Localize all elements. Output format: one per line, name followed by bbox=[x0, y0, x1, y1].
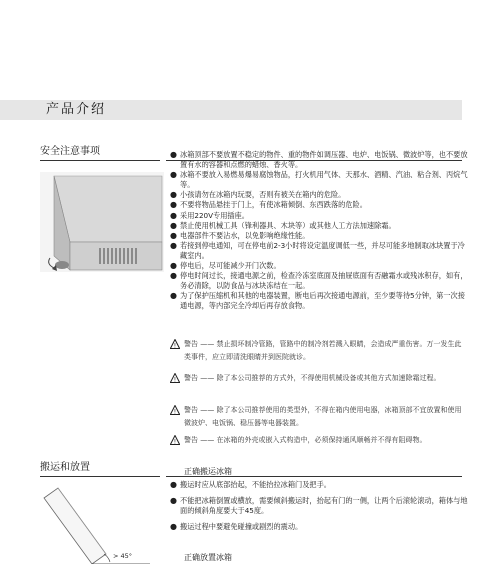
warning-triangle-icon bbox=[170, 339, 180, 349]
safety-bullet-list bbox=[170, 150, 470, 312]
list-item: ● 电器部件不要沾水，以免影响绝缘性能。 bbox=[170, 230, 310, 240]
list-item: ● 冰箱不要放入易燃易爆易腐蚀物品，打火机用气体、天那水、酒精、汽油、粘合剂、丙烷气等。 bbox=[170, 170, 468, 190]
warning-4: ! 警告 —— 在冰箱的外壳或嵌入式构造中，必须保持通风顺畅并不得有阻碍物。 bbox=[170, 434, 468, 447]
list-item: ● 搬运过程中要避免碰撞或剧烈的震动。 bbox=[170, 522, 303, 532]
svg-text:!: ! bbox=[173, 376, 177, 383]
transport-bullet-list bbox=[170, 480, 470, 532]
page-title: 产品介绍 bbox=[46, 102, 107, 117]
section-heading-safety: 安全注意事项 bbox=[40, 145, 160, 161]
section-heading-transport: 搬运和放置 bbox=[40, 461, 160, 477]
svg-text:!: ! bbox=[173, 342, 177, 349]
list-item: ● 采用220V专用插座。 bbox=[170, 210, 249, 220]
fridge-illustration bbox=[40, 172, 164, 272]
list-item: ● 停电后，尽可能减少开门次数。 bbox=[170, 261, 281, 271]
list-item: ● 小孩请勿在冰箱内玩耍，否则有被关在箱内的危险。 bbox=[170, 190, 346, 200]
angle-label: > 45° bbox=[113, 552, 133, 560]
list-item: ● 为了保护压缩机和其他的电器装置，断电后再次接通电源前，至少要等待5分钟，第一次接通电源，等内部完全冷却后再存放食物。 bbox=[170, 291, 465, 311]
svg-text:!: ! bbox=[173, 438, 177, 445]
list-item: ● 禁止使用机械工具（锋利器具、木块等）或其他人工方法加速除霜。 bbox=[170, 220, 396, 230]
list-item: ● 若接到停电通知，可在停电前2-3小时将设定温度调低一些，并尽可能多地制取冰块置于冷藏室内。 bbox=[170, 240, 465, 260]
list-item: ● 停电时间过长，接通电源之前，检查冷冻室底面及抽屉底面有否融霜水或残冰积存，如有，务必清除，以防食品与冰块冻结在一起。 bbox=[170, 271, 468, 291]
warning-1: ! 警告 —— 禁止损坏制冷管路，管路中的制冷剂若溅入眼睛，会造成严重伤害。万一发生此类事件，应立即清洗眼睛并到医院就诊。 bbox=[170, 338, 468, 364]
warning-3: ! 警告 —— 除了本公司推荐使用的类型外，不得在箱内使用电器，冰箱顶部不宜放置和使用微波炉、电饭锅、稳压器等电器装置。 bbox=[170, 404, 468, 430]
warning-triangle-icon bbox=[170, 405, 180, 415]
warning-2: ! 警告 —— 除了本公司推荐的方式外，不得使用机械设备或其他方式加速除霜过程。 bbox=[170, 372, 468, 385]
list-item: ● 不要将物品悬挂于门上，有使冰箱倾倒、东西跌落的危险。 bbox=[170, 200, 367, 210]
placement-subheading: 正确放置冰箱 bbox=[184, 553, 232, 562]
list-item: ● 冰箱顶部不要放置不稳定的物件、重的物件如调压器、电炉、电饭锅、微波炉等，也不要放置有水的容器和点燃的蜡烛、香火等。 bbox=[170, 150, 468, 170]
svg-text:!: ! bbox=[173, 408, 177, 415]
warning-triangle-icon bbox=[170, 373, 180, 383]
warning-triangle-icon bbox=[170, 435, 180, 445]
list-item: ● 不能把冰箱倒置或横放，需要倾斜搬运时，抬起有门的一侧，让两个后滚轮滚动，箱体与地面的倾斜角度要大于45度。 bbox=[170, 496, 468, 516]
list-item: ● 搬运时应从底部抬起，不能抬拉冰箱门及把手。 bbox=[170, 480, 331, 489]
transport-subheading: 正确搬运冰箱 bbox=[184, 467, 232, 476]
tilt-angle-illustration bbox=[40, 484, 150, 564]
